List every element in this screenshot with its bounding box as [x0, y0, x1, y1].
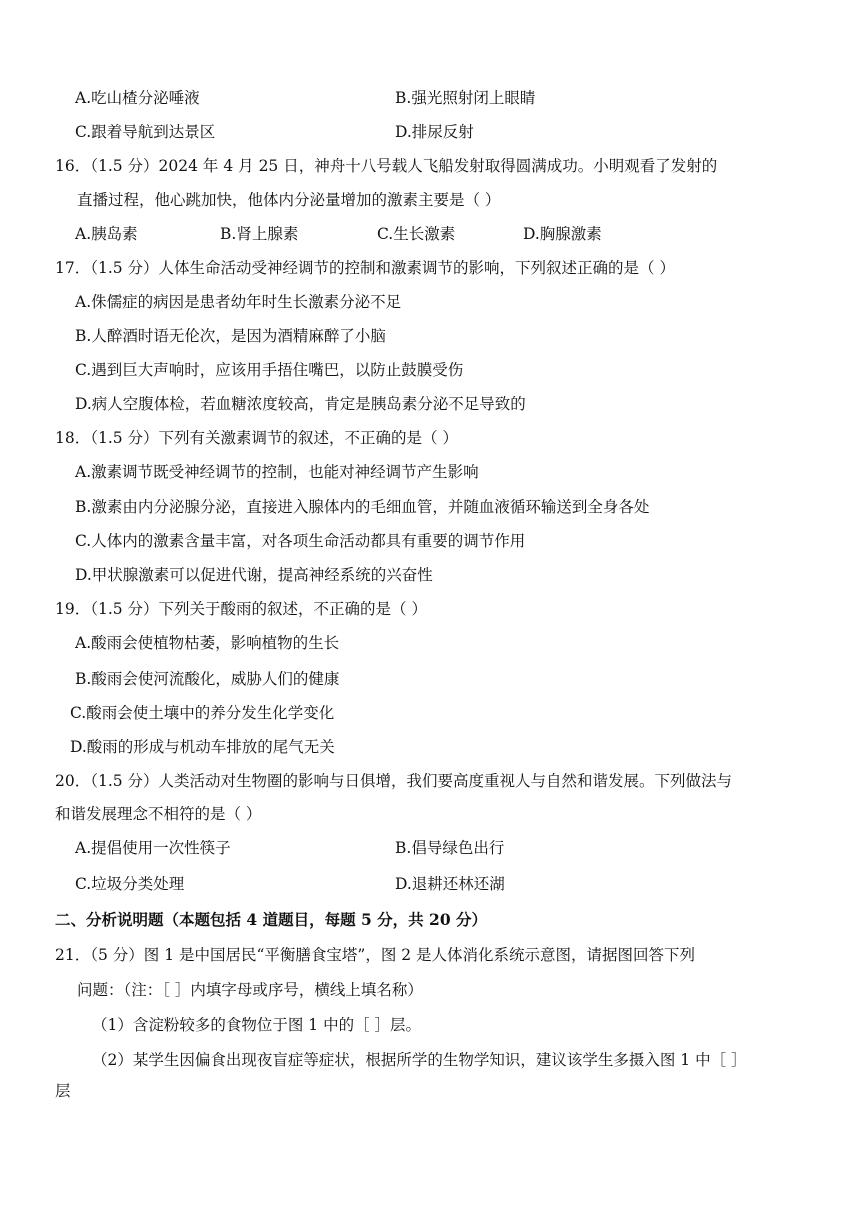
q18-option-a: A.激素调节既受神经调节的控制，也能对神经调节产生影响 [75, 463, 479, 481]
q21-stem-line2: 问题：（注：［ ］内填字母或序号，横线上填名称） [77, 981, 423, 999]
q17-option-a: A.侏儒症的病因是患者幼年时生长激素分泌不足 [75, 293, 402, 311]
q18-option-b: B.激素由内分泌腺分泌，直接进入腺体内的毛细血管，并随血液循环输送到全身各处 [75, 498, 650, 516]
q16-stem-line2: 直播过程，他心跳加快，他体内分泌量增加的激素主要是（ ） [77, 191, 501, 209]
q17-option-c: C.遇到巨大声响时，应该用手捂住嘴巴，以防止鼓膜受伤 [75, 361, 464, 379]
q16-option-c: C.生长激素 [377, 225, 456, 243]
q15-option-d: D.排尿反射 [395, 123, 474, 141]
q21-stem-line1: 21．（5 分）图 1 是中国居民“平衡膳食宝塔”，图 2 是人体消化系统示意图，请据图回答下列 [55, 946, 696, 964]
q17-option-d: D.病人空腹体检，若血糖浓度较高，肯定是胰岛素分泌不足导致的 [75, 395, 526, 413]
q20-option-a: A.提倡使用一次性筷子 [75, 839, 231, 857]
q15-option-b: B.强光照射闭上眼睛 [395, 89, 536, 107]
q19-option-d: D.酸雨的形成与机动车排放的尾气无关 [70, 738, 335, 756]
q19-option-a: A.酸雨会使植物枯萎，影响植物的生长 [75, 634, 340, 652]
q20-option-b: B.倡导绿色出行 [395, 839, 505, 857]
q17-stem: 17．（1.5 分）人体生命活动受神经调节的控制和激素调节的影响，下列叙述正确的是（ ） [55, 259, 675, 277]
q19-option-b: B.酸雨会使河流酸化，威胁人们的健康 [75, 670, 340, 688]
q19-stem: 19．（1.5 分）下列关于酸雨的叙述，不正确的是（ ） [55, 600, 427, 618]
q18-option-d: D.甲状腺激素可以促进代谢，提高神经系统的兴奋性 [75, 566, 433, 584]
q21-subquestion-2-continued: 层 [55, 1082, 71, 1100]
section-heading: 二、分析说明题（本题包括 4 道题目，每题 5 分，共 20 分） [55, 910, 488, 929]
q20-option-d: D.退耕还林还湖 [395, 875, 505, 893]
q16-option-d: D.胸腺激素 [523, 225, 602, 243]
q20-stem-line2: 和谐发展理念不相符的是（ ） [55, 805, 262, 823]
q15-option-a: A.吃山楂分泌唾液 [75, 89, 200, 107]
q18-stem: 18．（1.5 分）下列有关激素调节的叙述，不正确的是（ ） [55, 429, 458, 447]
q21-subquestion-1: （1）含淀粉较多的食物位于图 1 中的［ ］层。 [92, 1016, 422, 1034]
q20-stem-line1: 20．（1.5 分）人类活动对生物圈的影响与日俱增，我们要高度重视人与自然和谐发展。下列做法与 [55, 772, 733, 790]
q16-option-b: B.肾上腺素 [220, 225, 299, 243]
q19-option-c: C.酸雨会使土壤中的养分发生化学变化 [70, 704, 335, 722]
q21-subquestion-2: （2）某学生因偏食出现夜盲症等症状，根据所学的生物学知识，建议该学生多摄入图 1 中［ ］ [92, 1051, 747, 1069]
q18-option-c: C.人体内的激素含量丰富，对各项生命活动都具有重要的调节作用 [75, 532, 526, 550]
q16-option-a: A.胰岛素 [75, 225, 138, 243]
q15-option-c: C.跟着导航到达景区 [75, 123, 216, 141]
q17-option-b: B.人醉酒时语无伦次，是因为酒精麻醉了小脑 [75, 327, 386, 345]
q16-stem-line1: 16．（1.5 分）2024 年 4 月 25 日，神舟十八号载人飞船发射取得圆满成功。小明观看了发射的 [55, 157, 718, 175]
q20-option-c: C.垃圾分类处理 [75, 875, 185, 893]
